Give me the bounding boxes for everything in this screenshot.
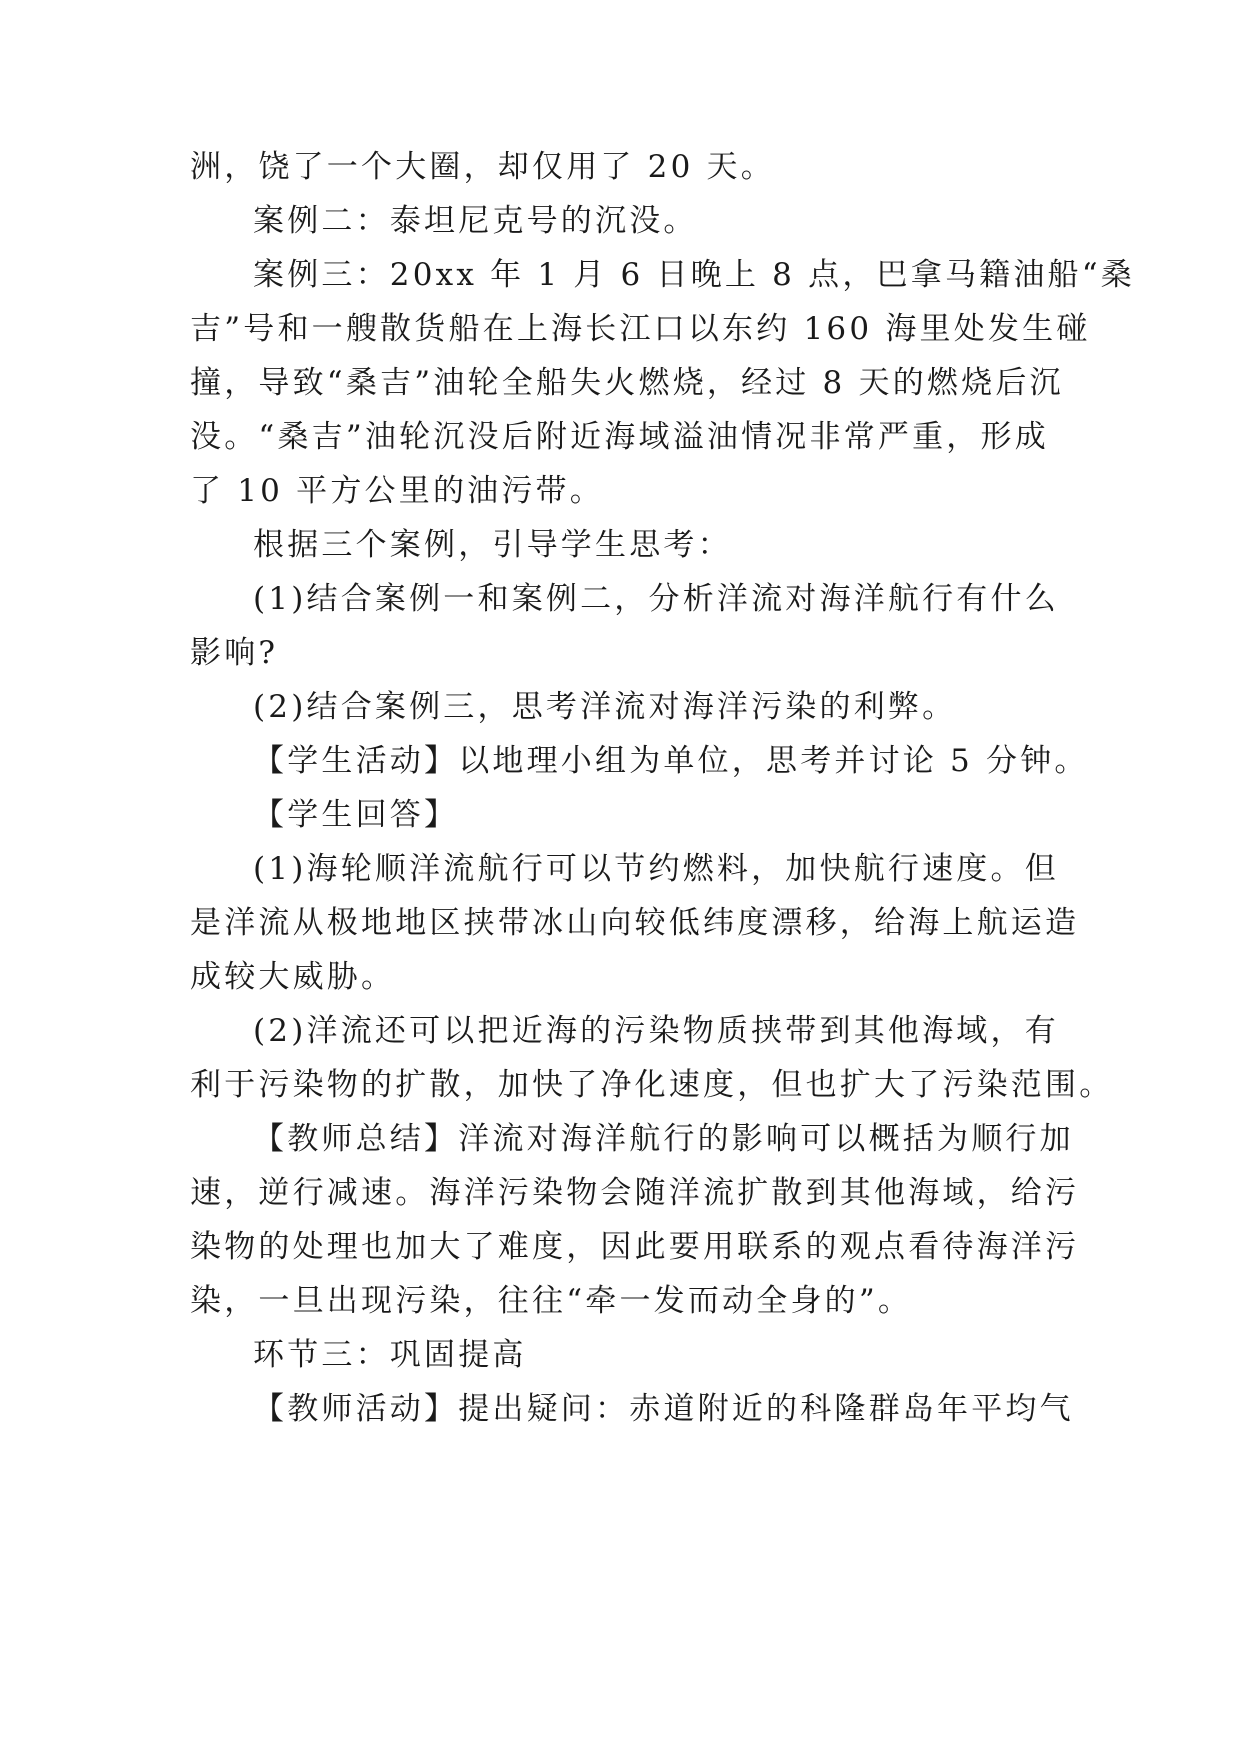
text-line-2: 案例二：泰坦尼克号的沉没。 — [253, 203, 698, 239]
text-line-19: 【教师总结】洋流对海洋航行的影响可以概括为顺行加 — [253, 1121, 1074, 1157]
text-line-3: 案例三：20xx 年 1 月 6 日晚上 8 点，巴拿马籍油船“桑 — [253, 257, 1136, 293]
text-line-21: 染物的处理也加大了难度，因此要用联系的观点看待海洋污 — [190, 1229, 1080, 1265]
text-line-6: 没。“桑吉”油轮沉没后附近海域溢油情况非常严重，形成 — [190, 419, 1049, 455]
text-line-15: 是洋流从极地地区挟带冰山向较低纬度漂移，给海上航运造 — [190, 905, 1080, 941]
text-line-1: 洲，饶了一个大圈，却仅用了 20 天。 — [190, 149, 775, 185]
text-line-10: 影响? — [190, 635, 279, 671]
text-line-7: 了 10 平方公里的油污带。 — [190, 473, 604, 509]
text-line-23: 环节三：巩固提高 — [253, 1337, 527, 1373]
text-line-17: (2)洋流还可以把近海的污染物质挟带到其他海域，有 — [253, 1013, 1059, 1049]
text-line-22: 染，一旦出现污染，往往“牵一发而动全身的”。 — [190, 1283, 913, 1319]
text-line-11: (2)结合案例三，思考洋流对海洋污染的利弊。 — [253, 689, 957, 725]
text-line-4: 吉”号和一艘散货船在上海长江口以东约 160 海里处发生碰 — [190, 311, 1091, 347]
text-line-20: 速，逆行减速。海洋污染物会随洋流扩散到其他海域，给污 — [190, 1175, 1080, 1211]
text-line-13: 【学生回答】 — [253, 797, 459, 833]
text-line-24: 【教师活动】提出疑问：赤道附近的科隆群岛年平均气 — [253, 1391, 1074, 1427]
text-line-14: (1)海轮顺洋流航行可以节约燃料，加快航行速度。但 — [253, 851, 1059, 887]
text-line-8: 根据三个案例，引导学生思考： — [253, 527, 732, 563]
text-line-5: 撞，导致“桑吉”油轮全船失火燃烧，经过 8 天的燃烧后沉 — [190, 365, 1064, 401]
text-line-16: 成较大威胁。 — [190, 959, 396, 995]
text-line-9: (1)结合案例一和案例二，分析洋流对海洋航行有什么 — [253, 581, 1059, 617]
text-line-12: 【学生活动】以地理小组为单位，思考并讨论 5 分钟。 — [253, 743, 1089, 779]
text-line-18: 利于污染物的扩散，加快了净化速度，但也扩大了污染范围。 — [190, 1067, 1114, 1103]
